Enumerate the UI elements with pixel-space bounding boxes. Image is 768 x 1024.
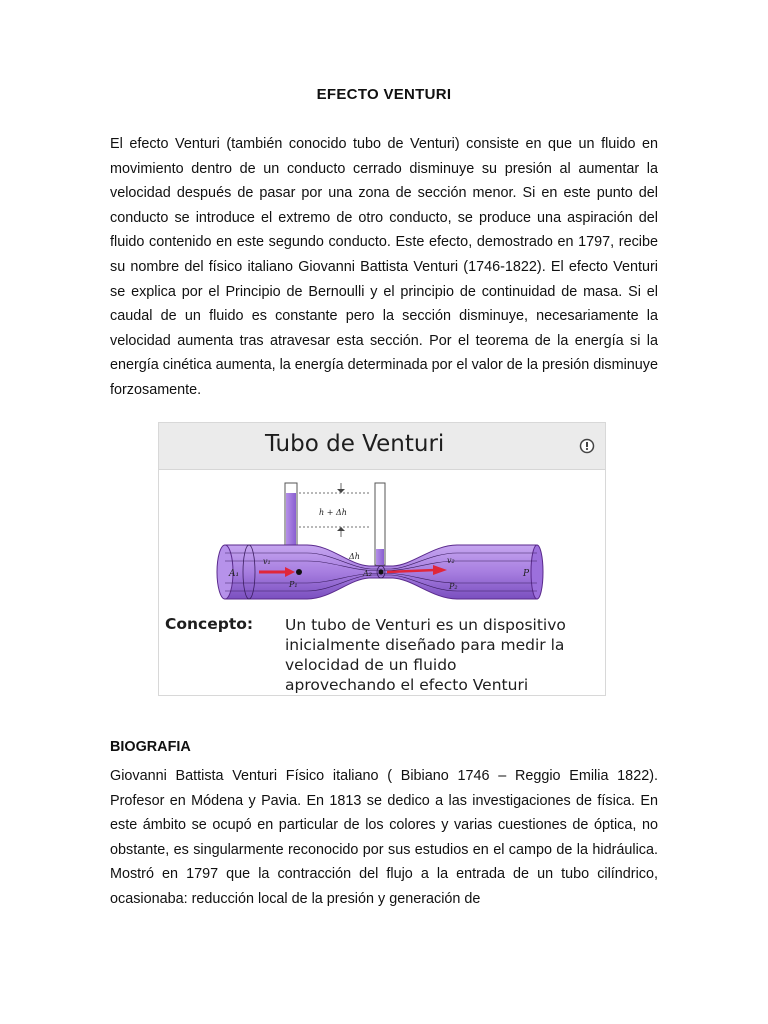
- p1-label: P₁: [289, 580, 298, 589]
- a2-label: A₂: [363, 569, 372, 578]
- a1-label: A₁: [229, 569, 240, 579]
- concept-line: inicialmente diseñado para medir la: [285, 636, 565, 654]
- right-piezometer: [375, 483, 385, 565]
- concept-label: Concepto:: [165, 615, 254, 633]
- p-label: P: [523, 569, 530, 579]
- v2-label: v₂: [447, 556, 455, 565]
- biography-paragraph: Giovanni Battista Venturi Físico italiano ( Bibiano 1746 – Reggio Emilia 1822). Profesor en Módena y Pavia. En 1813 se dedico a las investigaciones de física. En este ámbito se ocupó en particular de los colores y varias cuestiones de óptica, no obstante, es singularmente reconocido por sus estudios en el campo de la hidráulica. Mostró en 1797 que la contracción del flujo a la entrada de un tubo cilíndrico, ocasionaba: reducción local de la presión y generación de: [110, 768, 658, 907]
- delta-h-label: Δh: [349, 552, 360, 561]
- venturi-tube-diagram: [211, 475, 551, 607]
- concept-line: velocidad de un fluido: [285, 656, 457, 674]
- v1-label: v₁: [263, 557, 271, 566]
- concept-text: [285, 615, 601, 695]
- height-label: h + Δh: [319, 508, 347, 517]
- venturi-figure: [158, 422, 606, 696]
- page-title: EFECTO VENTURI: [316, 86, 452, 103]
- figure-header: [159, 423, 605, 470]
- intro-paragraph: El efecto Venturi (también conocido tubo de Venturi) consiste en que un fluido en movimiento dentro de un conducto cerrado disminuye su presión al aumentar la velocidad después de pasar por una zona de sección menor. Si en este punto del conducto se introduce el extremo de otro conducto, se produce una aspiración del fluido contenido en este segundo conducto. Este efecto, demostrado en 1797, recibe su nombre del físico italiano Giovanni Battista Venturi (1746-1822). El efecto Venturi se explica por el Principio de Bernoulli y el principio de continuidad de masa. Si el caudal de un fluido es constante pero la sección disminuye, necesariamente la velocidad aumenta tras atravesar esta sección. Por el teorema de la energía si la energía cinética aumenta, la energía determinada por el valor de la presión disminuye forzosamente.: [110, 136, 658, 398]
- left-piezometer: [285, 483, 297, 545]
- p2-label: P₂: [449, 582, 458, 591]
- biography-heading: BIOGRAFIA: [110, 739, 191, 755]
- info-circle-icon: [579, 438, 595, 454]
- concept-line: aprovechando el efecto Venturi: [285, 676, 529, 694]
- concept-line: Un tubo de Venturi es un dispositivo: [285, 616, 566, 634]
- figure-title: Tubo de Venturi: [265, 431, 445, 457]
